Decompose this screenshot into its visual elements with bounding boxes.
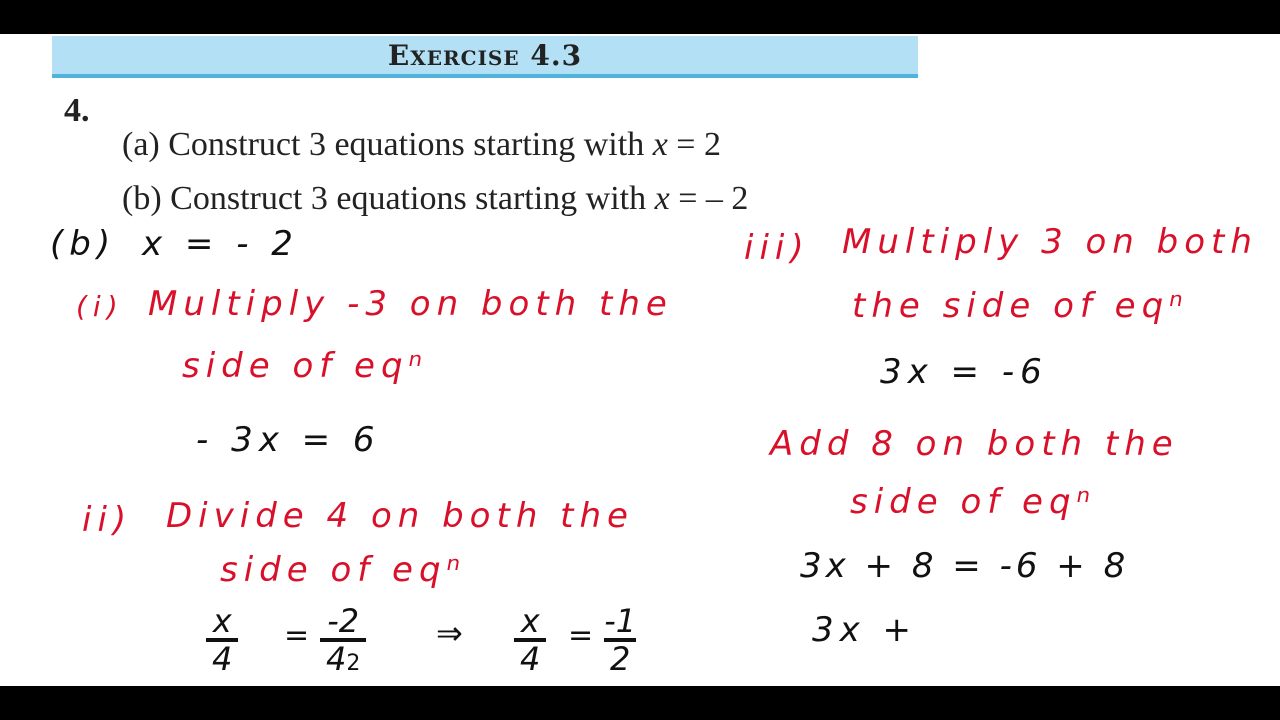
solution-start-equation: x = - 2 — [142, 224, 299, 264]
part-b-rhs: = – 2 — [678, 180, 749, 217]
step2-fraction-x-over-4 — [206, 604, 238, 676]
step1-label: (i) — [76, 290, 124, 323]
step1-result: - 3x = 6 — [196, 420, 381, 460]
fraction-numerator: x — [212, 602, 232, 640]
fraction-denominator: 4 — [206, 638, 238, 676]
step3-label: iii) — [744, 228, 810, 268]
step2-line2: side of eqⁿ — [220, 550, 467, 590]
implies-symbol: ⇒ — [436, 614, 469, 652]
part-b-text: Construct 3 equations starting with — [170, 180, 647, 217]
step1-line2: side of eqⁿ — [182, 346, 429, 386]
part-b-variable: x — [654, 180, 670, 217]
step2-fraction-x-over-4-b — [514, 604, 546, 676]
fraction-numerator: x — [520, 602, 540, 640]
part-a-text: Construct 3 equations starting with — [168, 126, 645, 163]
step2-fraction-neg1-over-2 — [604, 604, 636, 676]
bottom-letterbox-bar — [0, 686, 1280, 720]
step2-fraction-neg2-over-4 — [320, 604, 366, 681]
fraction-den-value: 4 — [326, 640, 347, 678]
fraction-numerator: -2 — [327, 602, 360, 640]
step1-line1: Multiply -3 on both the — [148, 284, 673, 324]
question-number: 4. — [64, 92, 90, 129]
step2-equals-1: = — [284, 618, 316, 653]
part-a-label: (a) — [122, 126, 160, 163]
step2-line1: Divide 4 on both the — [166, 496, 634, 536]
fraction-numerator: -1 — [604, 602, 637, 640]
step3b-partial: 3x + — [812, 610, 918, 650]
solution-part-label: (b) — [50, 224, 117, 264]
fraction-denominator: 2 — [604, 638, 636, 676]
step3b-line1: Add 8 on both the — [770, 424, 1179, 464]
whiteboard-page — [0, 34, 1280, 686]
step3b-line2: side of eqⁿ — [850, 482, 1097, 522]
step2-equals-2: = — [568, 618, 600, 653]
step3-line2: the side of eqⁿ — [852, 286, 1189, 326]
question-part-a — [122, 126, 721, 164]
step2-label: ii) — [82, 500, 133, 540]
step3-line1: Multiply 3 on both — [842, 222, 1258, 262]
fraction-den-subscript: 2 — [346, 651, 361, 676]
question-part-b — [122, 180, 748, 218]
top-letterbox-bar — [0, 0, 1280, 34]
part-b-label: (b) — [122, 180, 162, 217]
exercise-header — [52, 36, 918, 78]
part-a-rhs: = 2 — [676, 126, 721, 163]
step3b-result: 3x + 8 = -6 + 8 — [800, 546, 1130, 586]
fraction-denominator: 4 — [514, 638, 546, 676]
fraction-denominator — [320, 638, 366, 681]
exercise-title: Exercise 4.3 — [387, 38, 583, 72]
part-a-variable: x — [652, 126, 668, 163]
step3-result: 3x = -6 — [880, 352, 1048, 392]
